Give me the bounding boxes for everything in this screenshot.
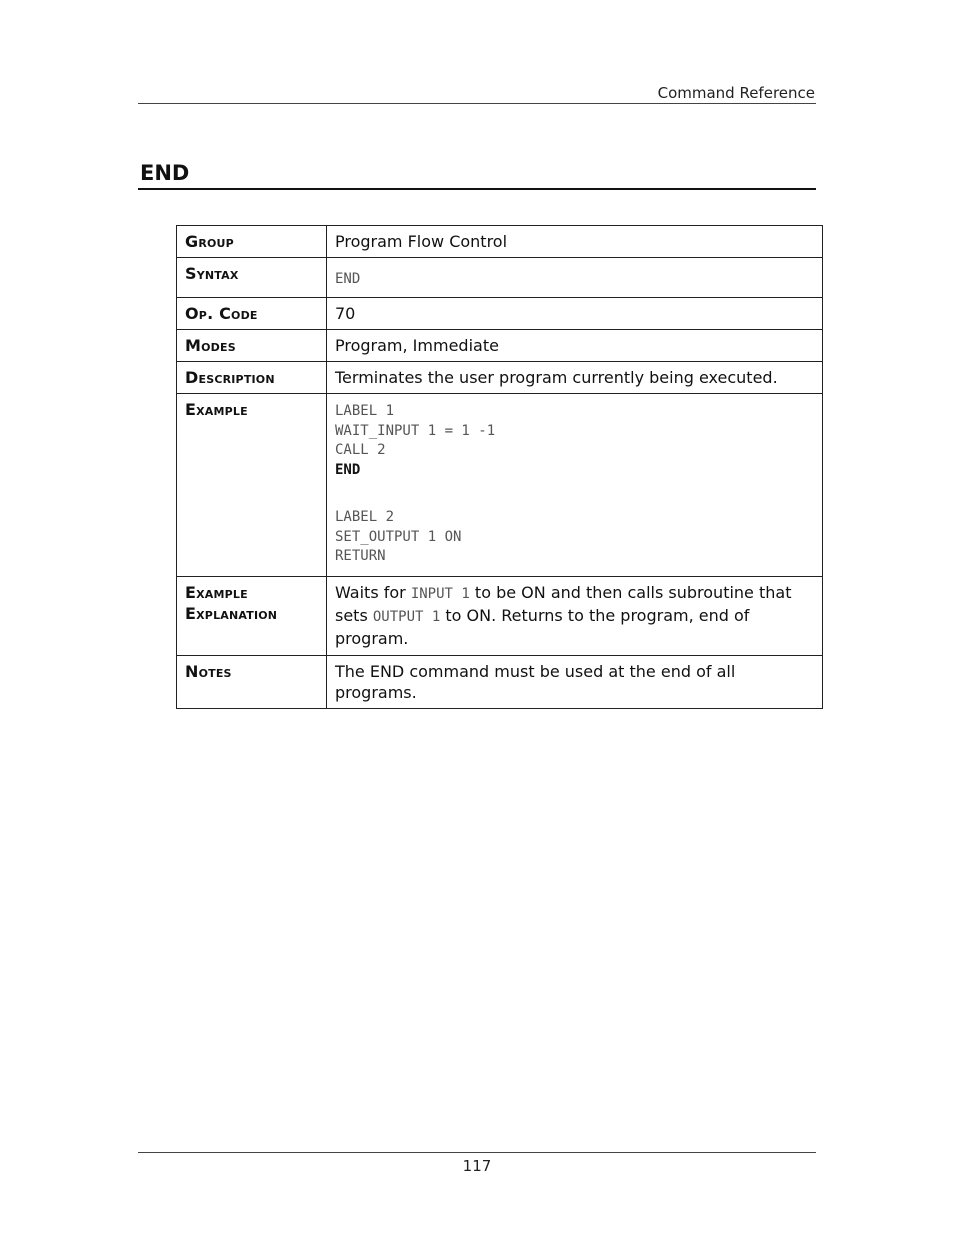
table-row-group xyxy=(177,226,823,258)
code-line: CALL 2 xyxy=(335,442,386,458)
page-number: 117 xyxy=(462,1157,492,1175)
notes-label: Notes xyxy=(177,655,327,708)
code-line: RETURN xyxy=(335,548,386,564)
notes-value: The END command must be used at the end of all programs. xyxy=(327,655,823,708)
explanation-value xyxy=(327,576,823,655)
code-line: LABEL 2 xyxy=(335,509,395,525)
code-line: SET_OUTPUT 1 ON xyxy=(335,528,462,545)
explanation-label-line-1: Example xyxy=(185,582,248,602)
description-value: Terminates the user program currently being executed. xyxy=(327,362,823,394)
title-rule xyxy=(138,188,816,190)
command-reference-table xyxy=(176,225,823,709)
header-rule xyxy=(138,103,816,104)
explanation-code: INPUT 1 xyxy=(410,585,470,602)
table-row-description xyxy=(177,362,823,394)
explanation-text: to be ON and then calls subroutine that sets xyxy=(335,582,792,625)
explanation-text: to ON. Returns to the program, end of program. xyxy=(335,605,750,648)
modes-label: Modes xyxy=(177,330,327,362)
opcode-value: 70 xyxy=(327,298,823,330)
code-line: WAIT_INPUT 1 = 1 -1 xyxy=(335,422,496,439)
example-label: Example xyxy=(177,394,327,577)
table-row-opcode xyxy=(177,298,823,330)
footer-rule xyxy=(138,1152,816,1153)
explanation-text: Waits for xyxy=(335,582,411,602)
table-row-syntax xyxy=(177,258,823,298)
section-title: END xyxy=(140,161,190,185)
code-line: END xyxy=(335,461,361,478)
description-label: Description xyxy=(177,362,327,394)
modes-value: Program, Immediate xyxy=(327,330,823,362)
syntax-label: Syntax xyxy=(177,258,327,298)
explanation-label-line-2: Explanation xyxy=(185,603,278,623)
table-row-explanation xyxy=(177,576,823,655)
table-row-modes xyxy=(177,330,823,362)
table-row-example xyxy=(177,394,823,577)
explanation-label xyxy=(177,576,327,655)
group-label: Group xyxy=(177,226,327,258)
explanation-code: OUTPUT 1 xyxy=(372,608,441,625)
table-row-notes xyxy=(177,655,823,708)
code-line: LABEL 1 xyxy=(335,403,395,419)
code-gap xyxy=(335,480,814,508)
running-header: Command Reference xyxy=(657,84,815,102)
opcode-label: Op. Code xyxy=(177,298,327,330)
group-value: Program Flow Control xyxy=(327,226,823,258)
example-code xyxy=(335,399,814,567)
syntax-value: END xyxy=(335,271,361,287)
